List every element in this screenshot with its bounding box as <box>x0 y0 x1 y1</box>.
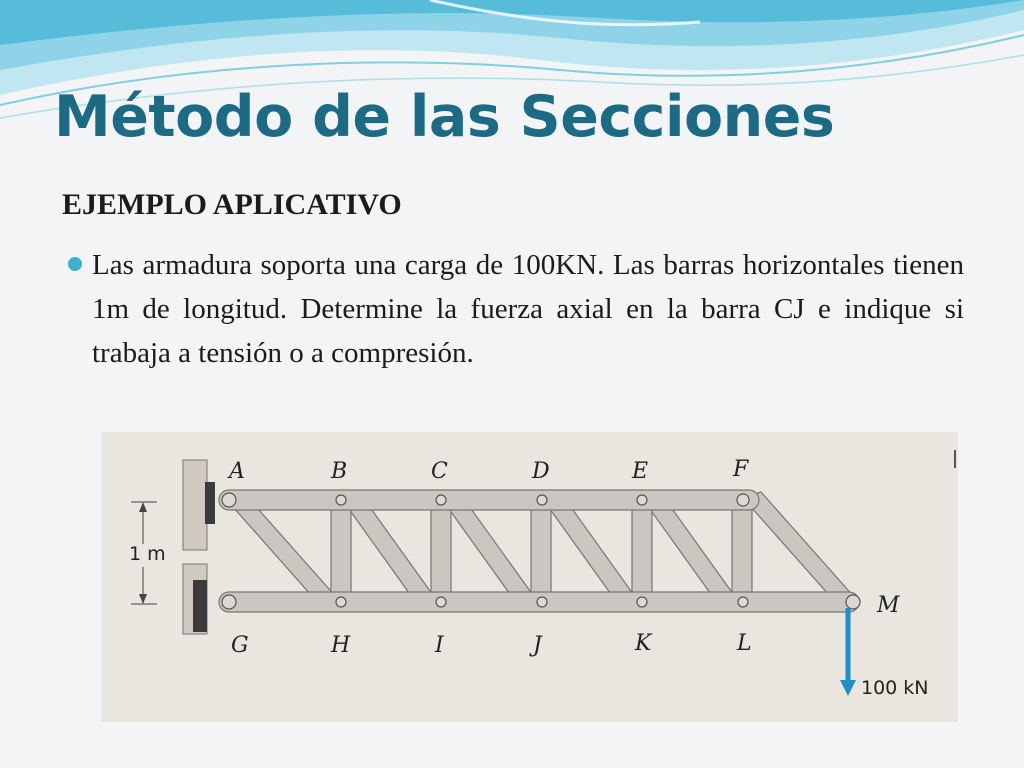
joint-label-e: E <box>632 459 649 484</box>
joint-label-g: G <box>231 633 249 658</box>
joint-label-c: C <box>431 459 448 484</box>
load-label: 100 kN <box>861 677 929 699</box>
joint-label-i: I <box>435 633 444 658</box>
slide-title: Método de las Secciones <box>54 84 835 150</box>
joint-label-l: L <box>737 631 752 656</box>
top-chord <box>219 490 759 510</box>
joint-label-d: D <box>532 459 550 484</box>
problem-statement: Las armadura soporta una carga de 100KN. Las barras horizontales tienen 1m de longitud. Determine la fuerza axial en la barra CJ e indique si trabaja a tensión o a compresión. <box>92 249 964 369</box>
height-label: 1 m <box>129 543 166 565</box>
joint-label-k: K <box>635 631 652 656</box>
example-subtitle: EJEMPLO APLICATIVO <box>62 188 402 221</box>
top-wall-support <box>183 460 207 550</box>
joint-label-f: F <box>733 457 749 482</box>
joint-label-m: M <box>877 593 900 618</box>
truss-figure <box>101 432 958 722</box>
joint-label-b: B <box>331 459 348 484</box>
joint-label-a: A <box>229 459 245 484</box>
joint-label-j: J <box>533 633 542 658</box>
bullet-icon <box>68 257 82 271</box>
load-arrow <box>840 608 856 696</box>
height-dimension <box>129 502 166 604</box>
pin-bracket-top <box>205 482 215 524</box>
joint-label-h: H <box>331 633 351 658</box>
pin-bracket-bottom <box>193 580 207 632</box>
